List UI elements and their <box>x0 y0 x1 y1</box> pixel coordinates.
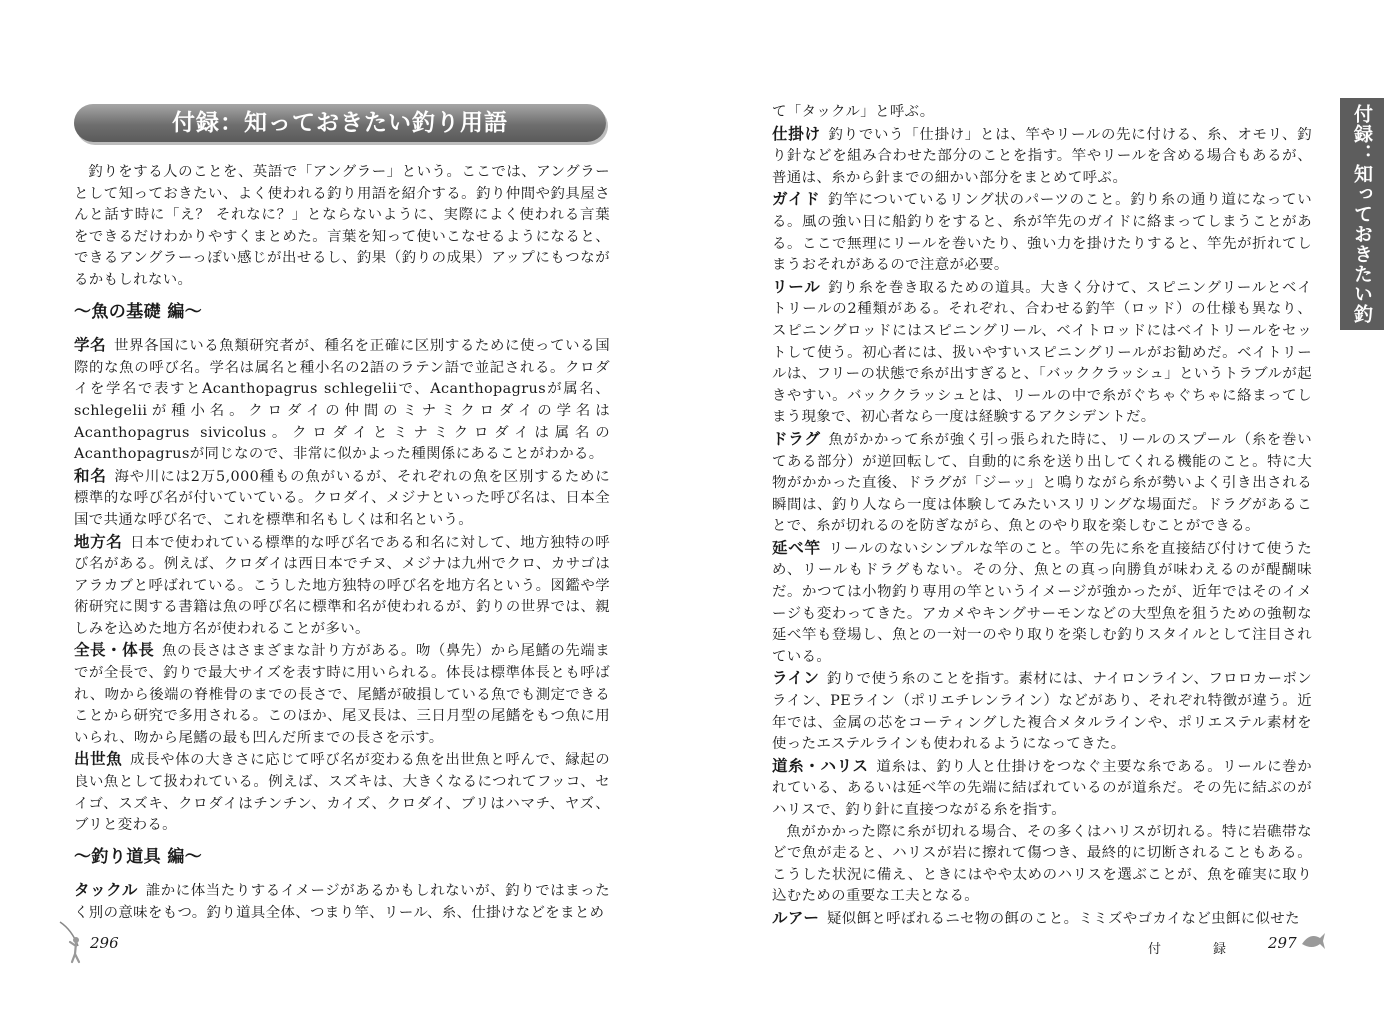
term-definition: 魚がかかって糸が強く引っ張られた時に、リールのスプール（糸を巻いてある部分）が逆回転して、自動的に糸を送り出してくれる機能のこと。特に大物がかかった直後、ドラグが「ジーッ」と鳴りながら糸が勢いよく引き出される瞬間は、釣り人なら一度は体験してみたいスリリングな場面だ。ドラグがあることで、糸が切れるのを防ぎながら、魚とのやり取を楽しむことができる。 <box>772 431 1312 535</box>
glossary-entry <box>772 908 1312 931</box>
term-definition: 釣りでいう「仕掛け」とは、竿やリールの先に付ける、糸、オモリ、釣り針などを組み合わせた部分のことを指す。竿やリールを含める場合もあるが、普通は、糸から針までの細かい部分をまとめて呼ぶ。 <box>772 126 1312 186</box>
term-definition: 疑似餌と呼ばれるニセ物の餌のこと。ミミズやゴカイなど虫餌に似せた <box>827 910 1300 927</box>
chapter-side-tab: 付録：知っておきたい釣り用語 <box>1340 98 1384 330</box>
term-definition: 釣りで使う糸のことを指す。素材には、ナイロンライン、フロロカーボンライン、PEライン（ポリエチレンライン）などがあり、それぞれ特徴が違う。近年では、金属の芯をコーティングした複合メタルラインや、ポリエステル素材を使ったエステルラインも使われるようになってきた。 <box>772 671 1312 753</box>
term-label: 仕掛け <box>772 124 821 143</box>
footer-label-part: 録 <box>1213 942 1227 957</box>
section-heading-fishing-gear: 〜釣り道具 編〜 <box>74 846 203 867</box>
term-definition: 成長や体の大きさに応じて呼び名が変わる魚を出世魚と呼んで、縁起の良い魚として扱われている。例えば、スズキは、大きくなるにつれてフッコ、セイゴ、スズキ、クロダイはチンチン、カイズ、クロダイ、ブリはハマチ、ヤズ、ブリと変わる。 <box>74 752 611 834</box>
term-label: 出世魚 <box>74 750 123 769</box>
glossary-entry <box>772 124 1312 190</box>
page-title: 付録：知っておきたい釣り用語 <box>74 104 606 142</box>
footer-chapter-label <box>1148 938 1226 957</box>
term-label: 地方名 <box>74 532 123 551</box>
glossary-entry <box>772 277 1312 429</box>
glossary-entry <box>772 756 1312 822</box>
term-label: 和名 <box>74 466 107 485</box>
term-definition: 誰かに体当たりするイメージがあるかもしれないが、釣りではまったく別の意味をもつ。釣り道具全体、つまり竿、リール、糸、仕掛けなどをまとめ <box>74 883 610 921</box>
left-text-column <box>74 162 610 925</box>
angler-icon <box>56 920 86 964</box>
right-page <box>692 0 1384 1012</box>
term-label: タックル <box>74 881 138 900</box>
intro-paragraph: 釣りをする人のことを、英語で「アングラー」という。ここでは、アングラーとして知っておきたい、よく使われる釣り用語を紹介する。釣り仲間や釣具屋さんと話す時に「え？ それなに？」とならないように、実際によく使われる言葉をできるだけわかりやすくまとめた。言葉を知って使いこなせるようになると、できるアングラーっぽい感じが出せるし、釣果（釣りの成果）アップにもつながるかもしれない。 <box>74 164 610 288</box>
footer-label-part: 付 <box>1148 942 1162 957</box>
term-label: 道糸・ハリス <box>772 756 869 775</box>
fish-icon <box>1300 930 1326 952</box>
glossary-entry <box>74 880 610 924</box>
glossary-entry <box>74 466 610 532</box>
term-definition: 日本で使われている標準的な呼び名である和名に対して、地方独特の呼び名がある。例えば、クロダイは西日本でチヌ、メジナは九州でクロ、カサゴはアラカブと呼ばれている。こうした地方独特の呼び名を地方名という。図鑑や学術研究に関する書籍は魚の呼び名に標準和名が使われるが、釣りの世界では、親しみを込めた地方名が使われることが多い。 <box>74 534 611 637</box>
page-number: 297 <box>1268 934 1297 952</box>
section-heading-fish-basics: 〜魚の基礎 編〜 <box>74 301 203 322</box>
glossary-entry <box>74 335 610 466</box>
term-definition: 魚の長さはさまざまな計り方がある。吻（鼻先）から尾鰭の先端までが全長で、釣りで最大サイズを表す時に用いられる。体長は標準体長とも呼ばれ、吻から後端の脊椎骨のまでの長さで、尾鰭が破損している魚でも測定できることから研究で多用される。このほか、尾叉長は、三日月型の尾鰭をもつ魚に用いられ、吻から尾鰭の最も凹んだ所までの長さを示す。 <box>74 643 610 746</box>
term-label: ドラグ <box>772 429 821 448</box>
term-definition: リールのないシンプルな竿のこと。竿の先に糸を直接結び付けて使うため、リールもドラグもない。その分、魚との真っ向勝負が味わえるのが醍醐味だ。かつては小物釣り専用の竿というイメージが強かったが、近年ではそのイメージも変わってきた。アカメやキングサーモンなどの大型魚を狙うための強靭な延べ竿も登場し、魚との一対一のやり取りを楽しむ釣りスタイルとして注目されている。 <box>772 540 1312 665</box>
glossary-entry <box>772 668 1312 755</box>
term-label: 延べ竿 <box>772 538 821 557</box>
term-label: ルアー <box>772 908 820 927</box>
term-label: 学名 <box>74 336 107 355</box>
glossary-entry <box>772 189 1312 276</box>
glossary-entry <box>74 749 610 836</box>
term-label: ガイド <box>772 190 821 209</box>
continued-text: て「タックル」と呼ぶ。 <box>772 104 935 120</box>
glossary-entry <box>772 538 1312 669</box>
term-label: リール <box>772 277 821 296</box>
term-definition: 道糸は、釣り人と仕掛けをつなぐ主要な糸である。リールに巻かれている、あるいは延べ竿の先端に結ばれているのが道糸だ。その先に結ぶのがハリスで、釣り針に直接つながる糸を指す。 <box>772 758 1312 818</box>
right-text-column <box>772 102 1312 931</box>
body-paragraph: 魚がかかった際に糸が切れる場合、その多くはハリスが切れる。特に岩礁帯などで魚が走ると、ハリスが岩に擦れて傷つき、最終的に切断されることもある。こうした状況に備え、ときにはやや太めのハリスを選ぶことが、魚を確実に取り込むための重要な工夫となる。 <box>772 823 1312 905</box>
term-definition: 釣り糸を巻き取るための道具。大きく分けて、スピニングリールとベイトリールの2種類がある。それぞれ、合わせる釣竿（ロッド）の仕様も異なり、スピニングロッドにはスピニングリール、ベイトロッドにはベイトリールをセットして使う。初心者には、扱いやすいスピニングリールがお勧めだ。ベイトリールは、フリーの状態で糸が出すぎると、「バッククラッシュ」というトラブルが起きやすい。バッククラッシュとは、リールの中で糸がぐちゃぐちゃに絡まってしまう現象で、初心者なら一度は経験するアクシデントだ。 <box>772 279 1312 426</box>
term-definition: 海や川には2万5,000種もの魚がいるが、それぞれの魚を区別するために標準的な呼び名が付いていている。クロダイ、メジナといった呼び名は、日本全国で共通な呼び名で、これを標準和名もしくは和名という。 <box>74 468 610 528</box>
glossary-entry <box>74 532 610 641</box>
term-label: ライン <box>772 669 820 688</box>
glossary-entry <box>74 640 610 749</box>
term-definition: 世界各国にいる魚類研究者が、種名を正確に区別するために使っている国際的な魚の呼び名。学名は属名と種小名の2語のラテン語で並記される。クロダイを学名で表すとAcanthopagrus schlegeliiで、Acanthopagrusが属名、schlegeliiが種小名。クロダイの仲間のミナミクロダイの学名はAcanthopagrus sivicolus。クロダイとミナミクロダイは属名のAcanthopagrusが同じなので、非常に似かよった種関係にあることがわかる。 <box>74 338 610 463</box>
term-label: 全長・体長 <box>74 641 155 660</box>
glossary-entry <box>772 429 1312 538</box>
term-definition: 釣竿についているリング状のパーツのこと。釣り糸の通り道になっている。風の強い日に船釣りをすると、糸が竿先のガイドに絡まってしまうことがある。ここで無理にリールを巻いたり、強い力を掛けたりすると、竿先が折れてしまうおそれがあるので注意が必要。 <box>772 192 1312 274</box>
page-number: 296 <box>90 934 119 952</box>
